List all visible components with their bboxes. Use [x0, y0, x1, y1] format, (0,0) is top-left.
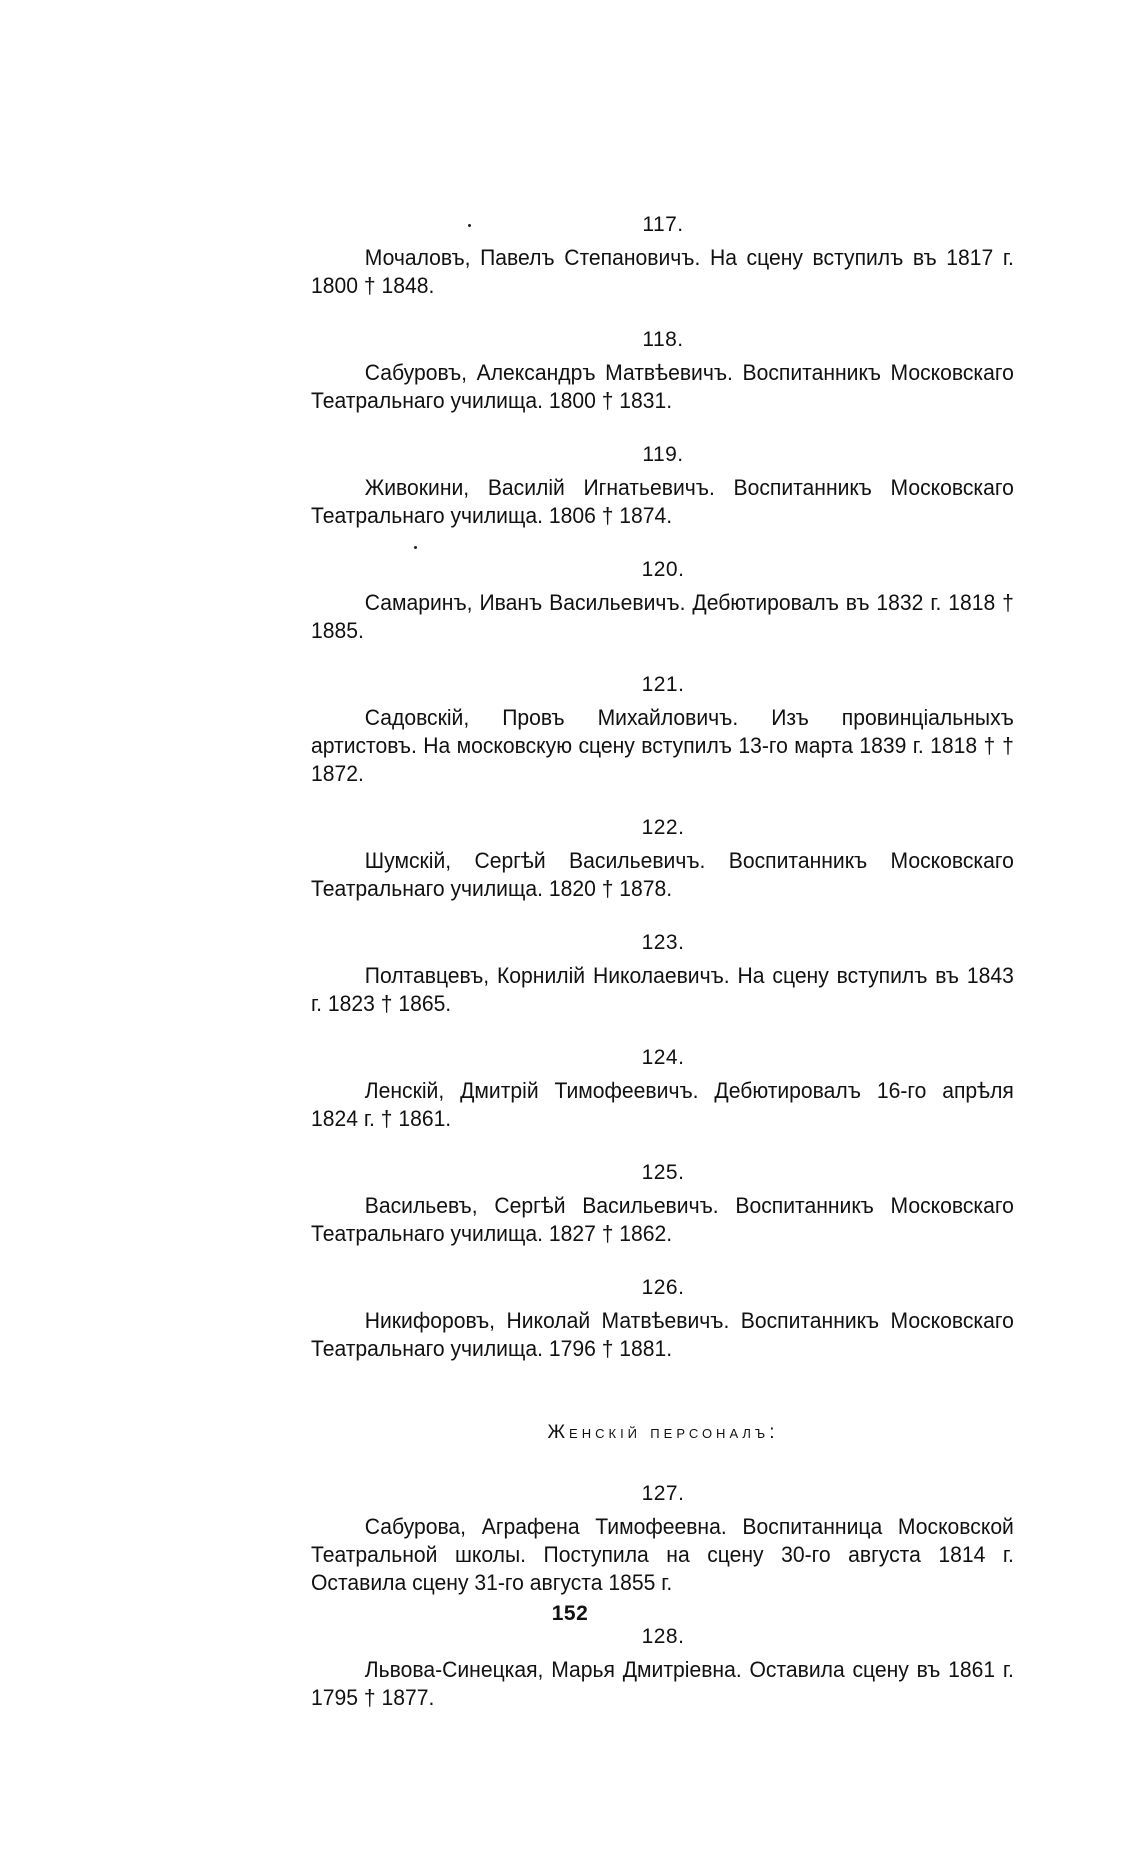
page-number: 152 — [551, 1602, 589, 1625]
entry-text: Живокини, Василій Игнатьевичъ. Воспитанникъ Московскаго Театральнаго училища. 1806 † 1874. — [311, 475, 1014, 528]
entry-number: 118. — [642, 328, 684, 351]
entry-text: Самаринъ, Иванъ Васильевичъ. Дебютировалъ въ 1832 г. 1818 † 1885. — [311, 590, 1014, 643]
entry-number: 127. — [641, 1482, 685, 1505]
entry-124 — [311, 1045, 1015, 1133]
entry-text: Шумскій, Сергѣй Васильевичъ. Воспитанникъ Московскаго Театральнаго училища. 1820 † 1878. — [311, 848, 1014, 901]
entry-number: 122. — [641, 816, 685, 839]
entry-126 — [311, 1275, 1015, 1363]
entry-text: Васильевъ, Сергѣй Васильевичъ. Воспитанникъ Московскаго Театральнаго училища. 1827 † 1862. — [311, 1193, 1014, 1246]
entry-number: 120. — [641, 558, 685, 581]
entry-number: 117. — [642, 213, 684, 236]
entry-127 — [311, 1481, 1015, 1597]
entry-text: Ленскій, Дмитрій Тимофеевичъ. Дебютировалъ 16-го апрѣля 1824 г. † 1861. — [311, 1078, 1014, 1131]
entry-121 — [311, 672, 1015, 788]
entry-118 — [311, 327, 1015, 415]
entry-number: 126. — [641, 1276, 685, 1299]
entry-number: 123. — [641, 931, 685, 954]
entry-text: Сабурова, Аграфена Тимофеевна. Воспитанница Московской Театральной школы. Поступила на сцену 30-го августа 1814 г. Оставила сцену 31-го августа 1855 г. — [311, 1514, 1014, 1595]
entry-119 — [311, 442, 1015, 530]
entry-text: Сабуровъ, Александръ Матвѣевичъ. Воспитанникъ Московскаго Театральнаго училища. 1800 † 1831. — [311, 360, 1014, 413]
entry-117 — [311, 212, 1015, 300]
entry-number: 119. — [642, 443, 684, 466]
entry-text: Садовскій, Провъ Михайловичъ. Изъ провинціальныхъ артистовъ. На московскую сцену вступилъ 13-го марта 1839 г. 1818 † † 1872. — [311, 705, 1014, 786]
entry-text: Никифоровъ, Николай Матвѣевичъ. Воспитанникъ Московскаго Театральнаго училища. 1796 † 1881. — [311, 1308, 1014, 1361]
entry-128 — [311, 1624, 1015, 1712]
entry-text: Львова-Синецкая, Марья Дмитріевна. Оставила сцену въ 1861 г. 1795 † 1877. — [311, 1657, 1014, 1710]
entry-122 — [311, 815, 1015, 903]
text-column — [311, 212, 1015, 1739]
entry-number: 128. — [641, 1625, 685, 1648]
entry-number: 125. — [641, 1161, 685, 1184]
section-heading: Женскій персоналъ: — [547, 1422, 779, 1443]
entry-125 — [311, 1160, 1015, 1248]
entry-text: Мочаловъ, Павелъ Степановичъ. На сцену вступилъ въ 1817 г. 1800 † 1848. — [311, 245, 1014, 298]
entry-120 — [311, 557, 1015, 645]
entry-number: 121. — [641, 673, 685, 696]
entry-number: 124. — [641, 1046, 685, 1069]
entry-text: Полтавцевъ, Корнилій Николаевичъ. На сцену вступилъ въ 1843 г. 1823 † 1865. — [311, 963, 1014, 1016]
entry-123 — [311, 930, 1015, 1018]
